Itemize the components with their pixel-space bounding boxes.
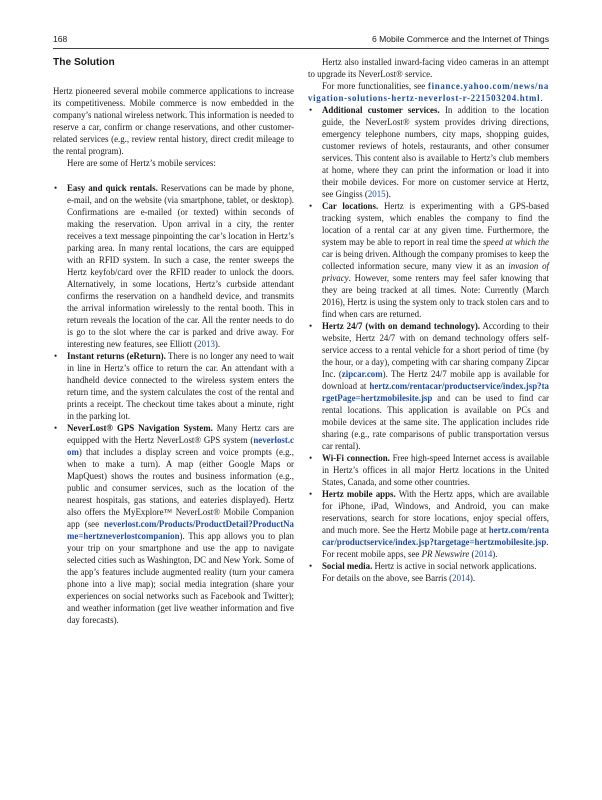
page-number: 168: [53, 34, 68, 44]
bullet-icon: •: [309, 453, 313, 463]
running-header: [53, 34, 549, 48]
right-column: [308, 56, 549, 584]
list-item-car-locations: • Car locations. Hertz is experimenting with a GPS-based tracking system, which enables the company to find the location of a rental car at any given time. Furthermore, the system may be able to report in real time the speed at which the car is being driven. Although the company promises to keep the collected information secure, many view it as an invasion of privacy. However, some renters may feel safer knowing that they are being tracked at all times. Note: Currently (March 2016), Hertz is using the system only to track stolen cars and to find when cars are returned.: [309, 201, 550, 319]
companion-app-link[interactable]: neverlost.com/Products/ProductDetail?ProductName=hertzneverlostcompanion: [67, 519, 294, 541]
item-lead: NeverLost® GPS Navigation System.: [67, 423, 213, 433]
item-lead: Social media.: [322, 561, 373, 571]
yahoo-news-link[interactable]: finance.yahoo.com/news/navigation-solutions-hertz-neverlost-r-221503204.html: [308, 81, 549, 103]
item-lead: Hertz mobile apps.: [322, 489, 396, 499]
list-item-wifi: • Wi-Fi connection. Free high-speed Internet access is available in Hertz’s offices in all major Hertz locations in the United States, Canada, and some other countries.: [309, 453, 549, 487]
bullet-icon: •: [54, 423, 58, 433]
camera-paragraph: Hertz also installed inward-facing video cameras in an attempt to upgrade its NeverLost® service.: [308, 57, 549, 79]
item-lead: Car locations.: [322, 201, 379, 211]
bullet-icon: •: [309, 561, 313, 571]
services-intro: Here are some of Hertz’s mobile services:: [67, 158, 216, 168]
zipcar-link[interactable]: zipcar.com: [341, 369, 383, 379]
citation-link[interactable]: 2014: [474, 549, 493, 559]
list-item-easy-rentals: • Easy and quick rentals. Reservations can be made by phone, e-mail, and on the website (via smartphone, tablet, or desktop). Confirmations are e-mailed (or texted) within seconds of making the reservation. Upon arrival in a city, the renter receives a text message pinpointing the car’s location in Hertz’s parking area. In many rental locations, the cars are equipped with an RFID system. In such a case, the renter sweeps the Hertz keyfob/card over the RFID reader to unlock the doors. Alternatively, in some locations, Hertz’s curbside attendant confirms the reservation on a handheld device, and transmits the arrival information wirelessly to the rental booth. This in return reveals the location of the car. All the renter needs to do is go to the slot where the car is parked and drive away. For interesting new features, see Elliott (2013).: [54, 183, 294, 349]
item-text: There is no longer any need to wait in line in Hertz’s office to return the car. An attendant with a handheld device connected to the wireless system enters the return time, and the system calculates the cost of the rental and prints a receipt. The checkout time takes about a minute, right in the parking lot.: [67, 351, 295, 421]
functionalities-paragraph: For more functionalities, see finance.yahoo.com/news/navigation-solutions-hertz-neverlost-r-221503204.html.: [308, 81, 549, 103]
services-list-left: [53, 182, 294, 626]
chapter-running-title: 6 Mobile Commerce and the Internet of Things: [371, 34, 549, 44]
item-lead: Instant returns (eReturn).: [67, 351, 166, 361]
item-text: Reservations can be made by phone, e-mail, and on the website (via smartphone, tablet, or desktop). Confirmations are e-mailed (or texted) within seconds of making the reservation. Upon arrival in a city, the renter receives a text message pinpointing the car’s location in Hertz’s parking area. In many rental locations, the cars are equipped with an RFID system. In such a case, the renter sweeps the Hertz keyfob/card over the RFID reader to unlock the doors. Alternatively, in some locations, Hertz’s curbside attendant confirms the reservation on a handheld device, and transmits the arrival information wirelessly to the rental booth. This in return reveals the location of the car. All the renter needs to do is go to the slot where the car is parked and drive away. For interesting new features, see Elliott (: [67, 183, 294, 349]
list-item-social-media: • Social media. Hertz is active in social network applications.: [309, 561, 537, 571]
hertz-mobile-page-link[interactable]: hertz.com/rentacar/productservice/index.jsp?targetage=hertzmobilesite.jsp: [322, 525, 549, 547]
bullet-icon: •: [309, 489, 313, 499]
bullet-icon: •: [54, 351, 58, 361]
list-item-instant-returns: [53, 350, 294, 422]
section-heading: The Solution: [53, 57, 115, 68]
list-item-mobile-apps: • Hertz mobile apps. With the Hertz apps, which are available for iPhone, iPad, Windows, and Android, you can make reservations, search for store locations, enjoy special offers, and much more. See the Hertz Mobile page at hertz.com/rentacar/productservice/index.jsp?targetage=hertzmobilesite.jsp. For recent mobile apps, see PR Newswire (2014).: [309, 489, 549, 559]
item-lead: Easy and quick rentals.: [67, 183, 158, 193]
closing-paragraph: For details on the above, see Barris (2014).: [322, 573, 476, 583]
list-item-hertz-247: • Hertz 24/7 (with on demand technology). According to their website, Hertz 24/7 with on demand technology offers self-service access to a rental vehicle for a short period of time (by the hour, or a day), competing with car sharing company Zipcar Inc. (zipcar.com). The Hertz 24/7 mobile app is available for download at hertz.com/rentacar/productservice/index.jsp?targetPage=hertzmobilesite.jsp and can be used to find car rental locations. This application is available on PCs and mobile devices at the same site. The application includes ride sharing (e.g., rate comparisons of public transportation versus car rental).: [309, 321, 549, 451]
item-text: Many Hertz cars are equipped with the Hertz NeverLost® GPS system (: [67, 423, 294, 445]
services-list-right: [308, 104, 549, 572]
item-text: In addition to the location guide, the NeverLost® system provides driving directions, emergency telephone numbers, city maps, shopping guides, customer reviews of hotels, restaurants, and other consumer services. This content also is available to Hertz’s club members at home, where they can print the information or load it into their mobile devices. For more on customer service at Hertz, see Gingiss (: [322, 105, 549, 199]
citation-link[interactable]: 2014: [452, 573, 470, 583]
bullet-icon: •: [309, 201, 313, 211]
item-lead: Additional customer services.: [322, 105, 440, 115]
item-lead: Hertz 24/7 (with on demand technology).: [322, 321, 480, 331]
list-item-neverlost: • NeverLost® GPS Navigation System. Many Hertz cars are equipped with the Hertz NeverLost® GPS system (neverlost.com) that includes a display screen and voice prompts (e.g., when to make a turn). A map (either Google Maps or MapQuest) shows the routes and business information (e.g., public and consumer services, such as the location of the nearest hospitals, gas stations, and eateries displayed). Hertz also offers the MyExplore™ NeverLost® Mobile Companion app (see neverlost.com/Products/ProductDetail?ProductName=hertzneverlostcompanion). This app allows you to plan your trip on your smartphone and use the app to navigate selected cities such as Washington, DC and New York. Some of the app’s features include augmented reality (turn your camera phone into a live map); social media integration (share your experiences on social networks such as Facebook and Twitter); and weather information (get live weather information and five day forecasts).: [54, 423, 294, 625]
citation-link[interactable]: 2013: [197, 339, 215, 349]
neverlost-link[interactable]: neverlost.com: [67, 435, 294, 457]
hertz-247-app-link[interactable]: hertz.com/rentacar/productservice/index.jsp?targetPage=hertzmobilesite.jsp: [322, 381, 549, 403]
item-lead: Wi-Fi connection.: [322, 453, 390, 463]
header-rule: [53, 48, 549, 49]
list-item-customer-services: • Additional customer services. In addition to the location guide, the NeverLost® system provides driving directions, emergency telephone numbers, city maps, shopping guides, customer reviews of hotels, restaurants, and other consumer services. This content also is available to Hertz’s club members at home, where they can print the information or load it into their mobile devices. For more on customer service at Hertz, see Gingiss (2015).: [309, 105, 549, 199]
citation-link[interactable]: 2015: [367, 189, 386, 199]
left-column: [53, 56, 294, 626]
bullet-icon: •: [54, 183, 58, 193]
bullet-icon: •: [309, 321, 313, 331]
intro-paragraph: Hertz pioneered several mobile commerce applications to increase its competitiveness. Mobile commerce is now embedded in the company’s national wireless network. This information is needed to reserve a car, confirm or change reservations, and other customer-related services (e.g., review rental history, direct credit mileage to the rental program).: [53, 86, 294, 156]
bullet-icon: •: [309, 105, 313, 115]
